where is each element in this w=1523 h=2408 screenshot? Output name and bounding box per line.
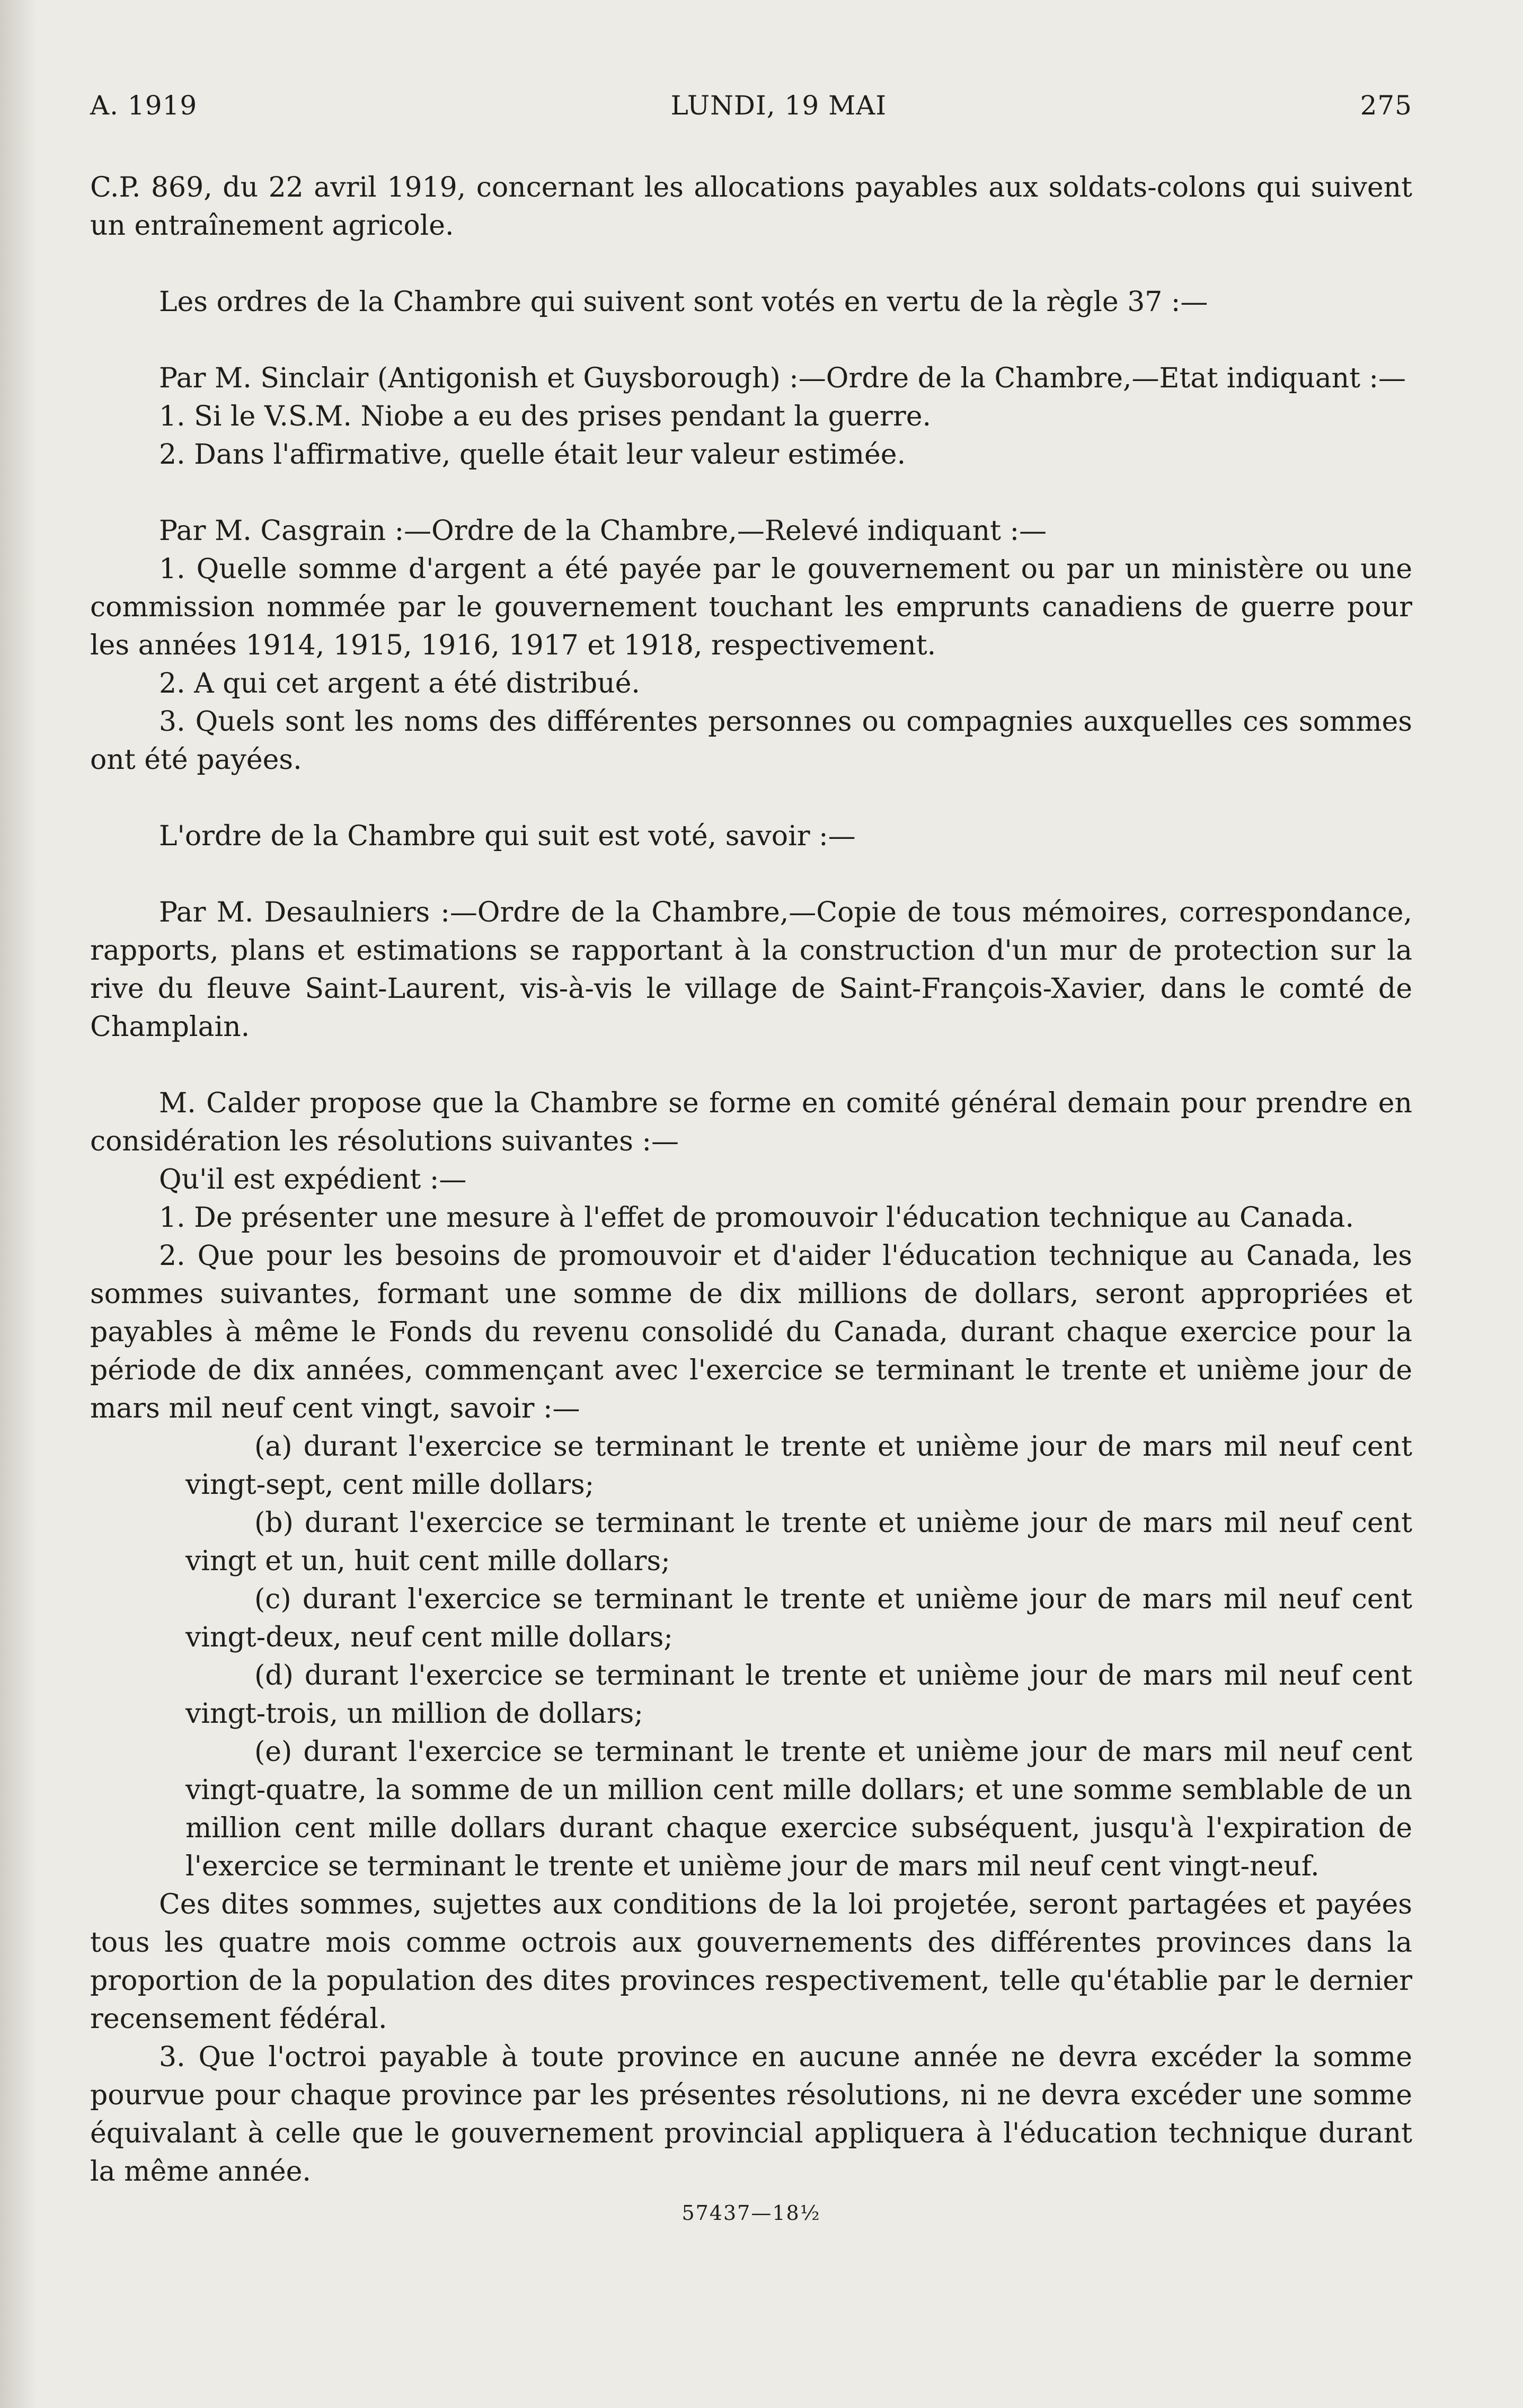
list-item: 1. Si le V.S.M. Niobe a eu des prises pendant la guerre.: [159, 401, 932, 432]
list-item: 2. A qui cet argent a été distribué.: [159, 668, 640, 700]
list-item: 1. Quelle somme d'argent a été payée par le gouvernement ou par un ministère ou une commission nommée par le gouvernement touchant les emprunts canadiens de guerre pour les années 1914, 1915, 1916, 1917 et 1918, respectivement.: [90, 553, 1412, 661]
paragraph: Qu'il est expédient :—: [159, 1164, 467, 1196]
paragraph: M. Calder propose que la Chambre se forme en comité général demain pour prendre en considération les résolutions suivantes :—: [90, 1087, 1412, 1157]
paragraph: Par M. Casgrain :—Ordre de la Chambre,—Relevé indiquant :—: [159, 515, 1047, 547]
page-number: 275: [1360, 90, 1412, 121]
list-item: 2. Que pour les besoins de promouvoir et d'aider l'éducation technique au Canada, les sommes suivantes, formant une somme de dix millions de dollars, seront appropriées et payables à même le Fonds du revenu consolidé du Canada, durant chaque exercice pour la période de dix années, commençant avec l'exercice se terminant le trente et unième jour de mars mil neuf cent vingt, savoir :—: [90, 1240, 1412, 1424]
document-page: [90, 90, 1412, 2225]
page-gutter-shadow: [0, 0, 37, 2408]
paragraph: L'ordre de la Chambre qui suit est voté, savoir :—: [159, 820, 856, 852]
running-header: [90, 90, 1412, 121]
paragraph: Par M. Desaulniers :—Ordre de la Chambre,—Copie de tous mémoires, correspondance, rapports, plans et estimations se rapportant à la construction d'un mur de protection sur la rive du fleuve Saint-Laurent, vis-à-vis le village de Saint-François-Xavier, dans le comté de Champlain.: [90, 897, 1412, 1043]
list-item: 1. De présenter une mesure à l'effet de promouvoir l'éducation technique au Canada.: [159, 1202, 1354, 1234]
paragraph: Ces dites sommes, sujettes aux conditions de la loi projetée, seront partagées et payées tous les quatre mois comme octrois aux gouvernements des différentes provinces dans la proportion de la population des dites provinces respectivement, telle qu'établie par le dernier recensement fédéral.: [90, 1889, 1412, 2035]
paragraph: Par M. Sinclair (Antigonish et Guysborough) :—Ordre de la Chambre,—Etat indiquant :—: [159, 362, 1406, 394]
list-item: 3. Quels sont les noms des différentes personnes ou compagnies auxquelles ces sommes ont été payées.: [90, 706, 1412, 776]
paragraph: Les ordres de la Chambre qui suivent sont votés en vertu de la règle 37 :—: [159, 286, 1208, 318]
sub-item: (c) durant l'exercice se terminant le trente et unième jour de mars mil neuf cent vingt-deux, neuf cent mille dollars;: [185, 1583, 1412, 1653]
sub-item: (b) durant l'exercice se terminant le trente et unième jour de mars mil neuf cent vingt et un, huit cent mille dollars;: [185, 1507, 1412, 1577]
header-year: A. 1919: [90, 90, 198, 121]
sub-item: (d) durant l'exercice se terminant le trente et unième jour de mars mil neuf cent vingt-trois, un million de dollars;: [185, 1660, 1412, 1730]
list-item: 2. Dans l'affirmative, quelle était leur valeur estimée.: [159, 439, 906, 471]
document-body: [90, 169, 1412, 2191]
sub-item: (a) durant l'exercice se terminant le trente et unième jour de mars mil neuf cent vingt-sept, cent mille dollars;: [185, 1431, 1412, 1501]
sub-item: (e) durant l'exercice se terminant le trente et unième jour de mars mil neuf cent vingt-quatre, la somme de un million cent mille dollars; et une somme semblable de un million cent mille dollars durant chaque exercice subséquent, jusqu'à l'expiration de l'exercice se terminant le trente et unième jour de mars mil neuf cent vingt-neuf.: [185, 1736, 1412, 1882]
printer-signature: 57437—18½: [681, 2201, 821, 2225]
header-date: LUNDI, 19 MAI: [670, 90, 887, 121]
list-item: 3. Que l'octroi payable à toute province en aucune année ne devra excéder la somme pourvue pour chaque province par les présentes résolutions, ni ne devra excéder une somme équivalant à celle que le gouvernement provincial appliquera à l'éducation technique durant la même année.: [90, 2041, 1412, 2188]
paragraph: C.P. 869, du 22 avril 1919, concernant les allocations payables aux soldats-colons qui suivent un entraînement agricole.: [90, 172, 1412, 242]
